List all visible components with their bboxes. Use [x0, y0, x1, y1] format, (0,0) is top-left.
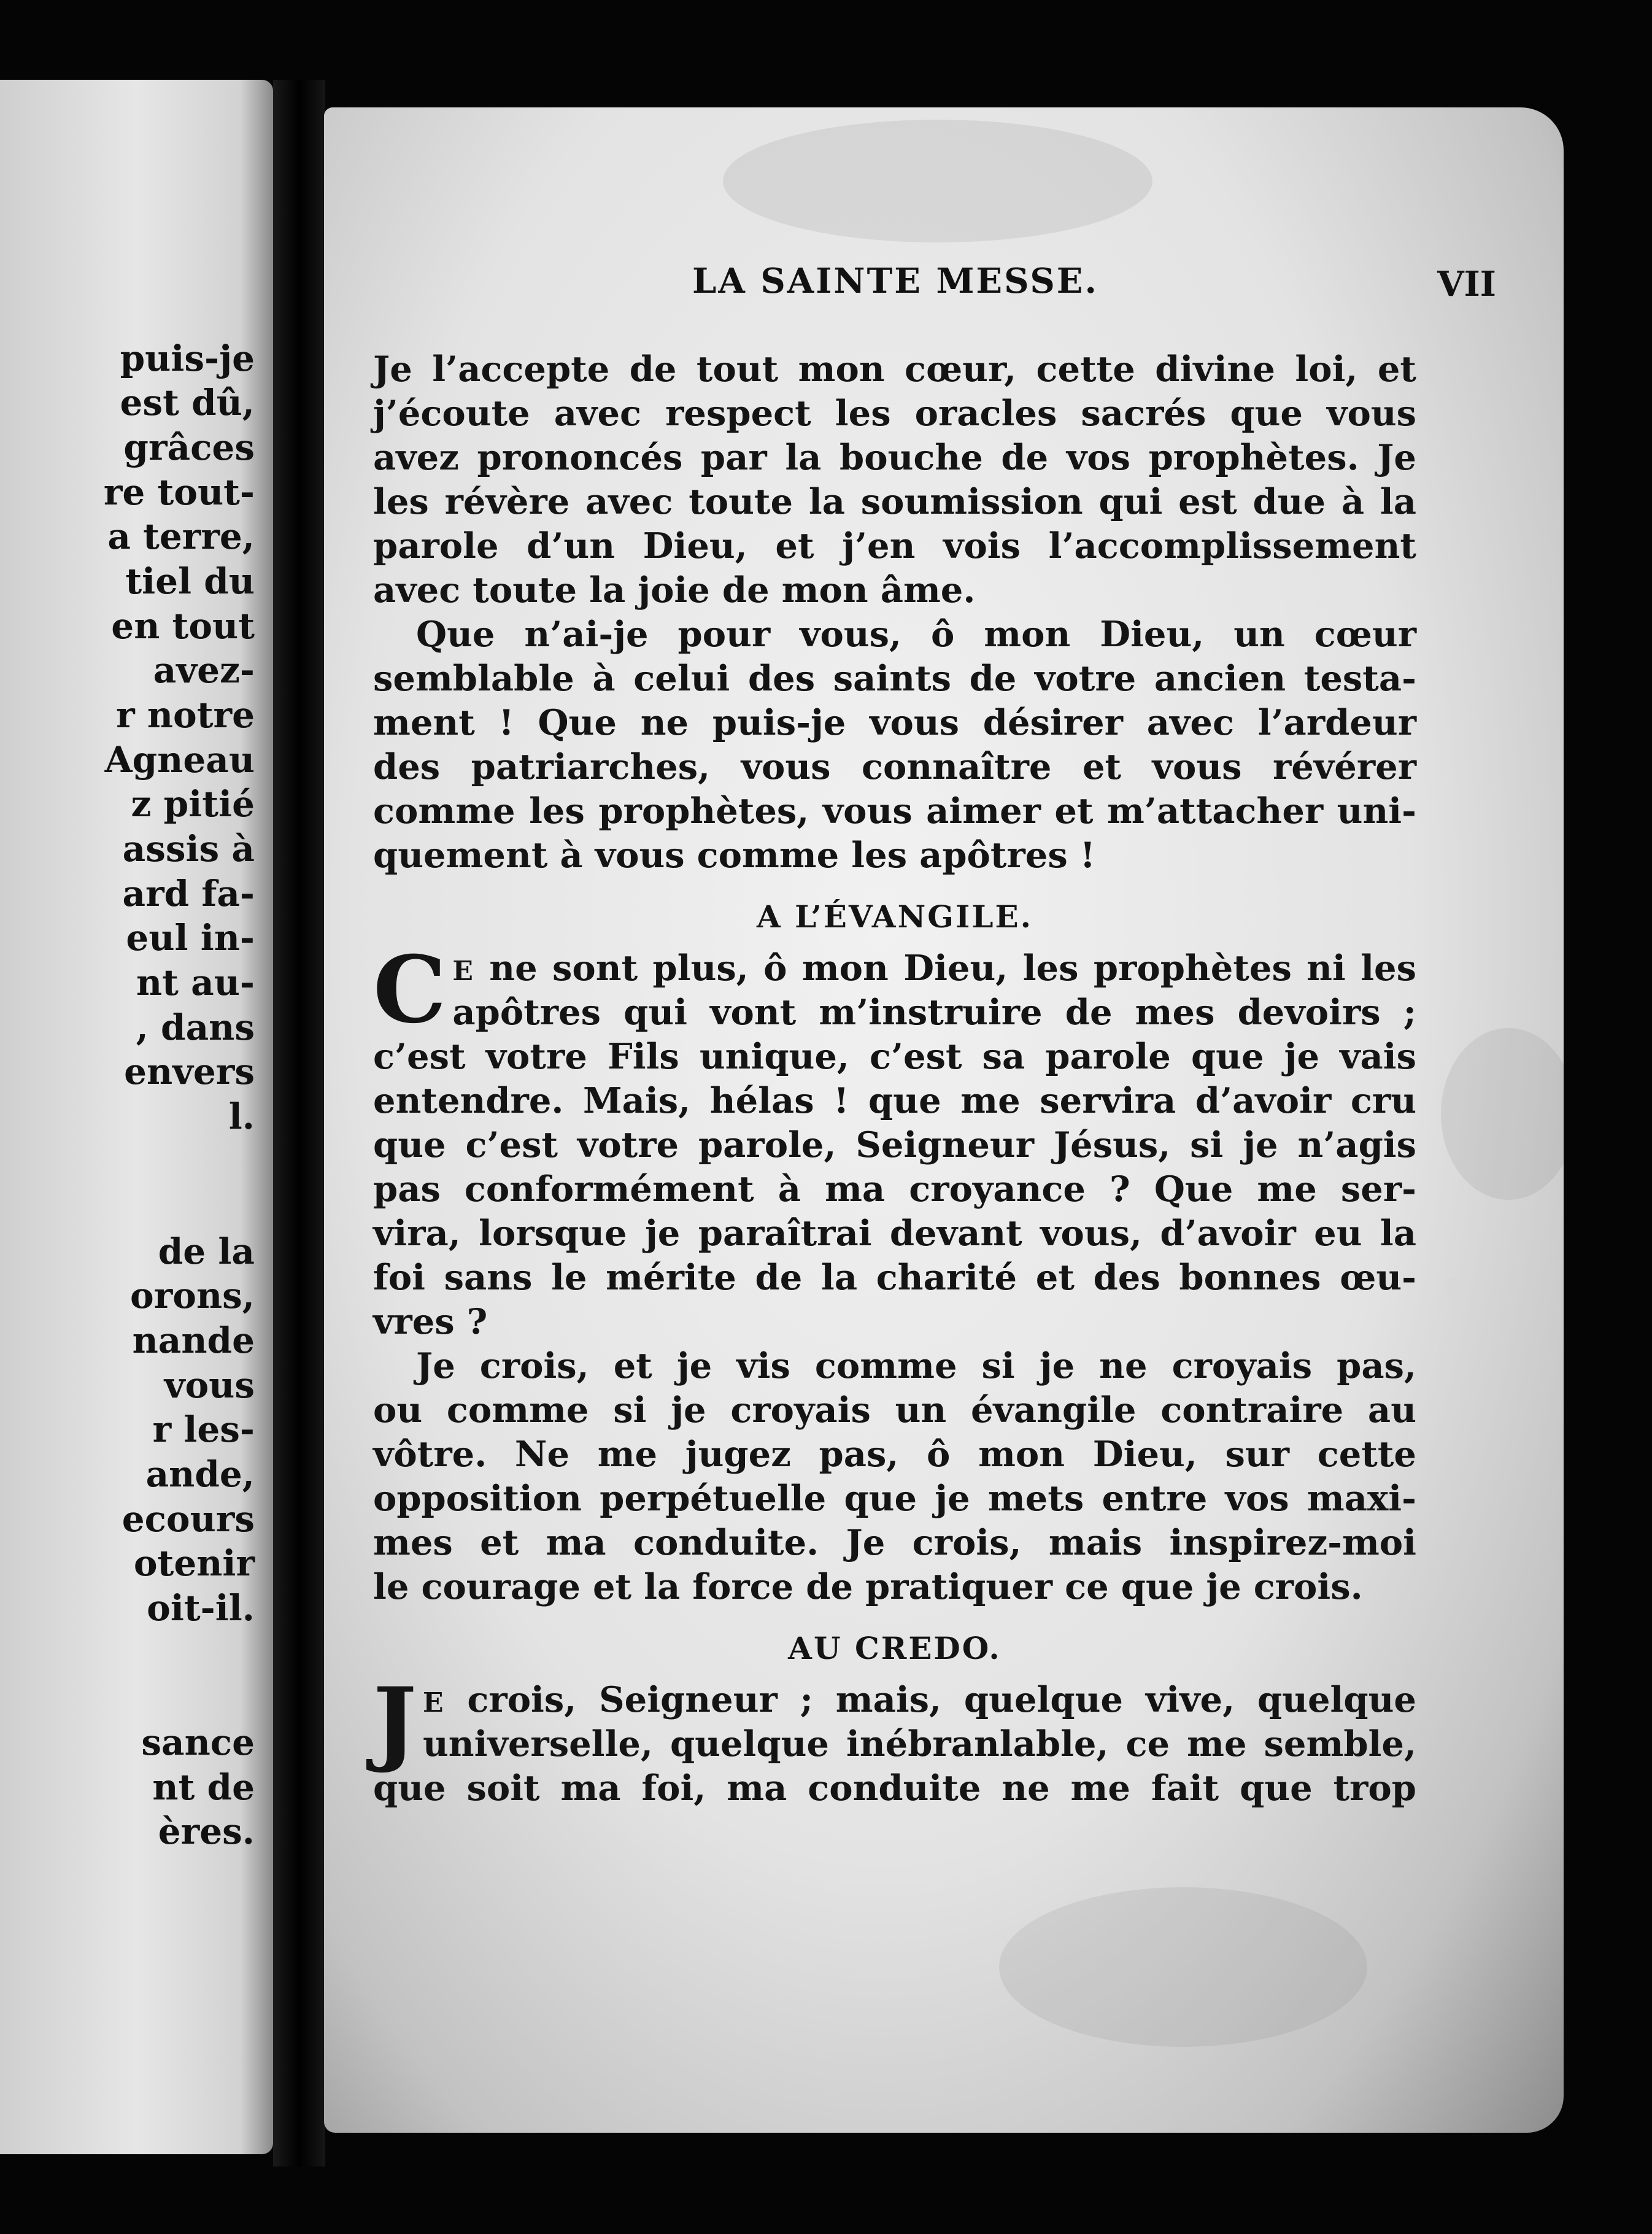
text-line: foi sans le mérite de la charité et des bonnes œu-: [373, 1256, 1416, 1298]
left-line: nande: [132, 1320, 255, 1361]
text-line: vôtre. Ne me jugez pas, ô mon Dieu, sur cette: [373, 1433, 1416, 1475]
text-line: vira, lorsque je paraîtrai devant vous, d’avoir eu la: [373, 1212, 1416, 1254]
text-line: Je crois, et je vis comme si je ne croyais pas,: [416, 1345, 1416, 1386]
left-line: Agneau: [104, 739, 255, 781]
left-line: a terre,: [107, 516, 255, 557]
text-line: entendre. Mais, hélas ! que me servira d’avoir cru: [373, 1080, 1416, 1121]
left-line: oit-il.: [147, 1587, 255, 1629]
left-line: en tout: [111, 605, 255, 647]
text-line: j’écoute avec respect les oracles sacrés que vous: [373, 392, 1416, 434]
left-line: ande,: [145, 1453, 255, 1495]
text-line: vres ?: [373, 1301, 488, 1342]
left-line: ères.: [158, 1811, 255, 1852]
small-caps: E: [422, 1687, 445, 1718]
left-line: otenir: [133, 1542, 255, 1584]
text-line: apôtres qui vont m’instruire de mes devoirs ;: [452, 991, 1416, 1033]
text-line: pas conformément à ma croyance ? Que me ser-: [373, 1168, 1416, 1210]
left-line: , dans: [136, 1007, 255, 1048]
left-line: ecours: [122, 1498, 255, 1540]
left-line: eul in-: [126, 917, 255, 959]
text-line: [373, 1677, 1416, 1722]
text-line: [373, 946, 1416, 990]
text-line: quement à vous comme les apôtres !: [373, 834, 1095, 876]
text-line: avez prononcés par la bouche de vos prophètes. Je: [373, 436, 1416, 478]
paper-stain: [723, 120, 1152, 242]
text-line: comme les prophètes, vous aimer et m’attacher uni-: [373, 790, 1416, 832]
paper-speck: [1438, 1347, 1449, 1358]
text-line: Je l’accepte de tout mon cœur, cette divine loi, et: [373, 348, 1416, 390]
left-line: re tout-: [103, 471, 255, 513]
left-line: est dû,: [120, 382, 255, 423]
paper-speck: [1442, 1274, 1469, 1305]
text-line: Que n’ai-je pour vous, ô mon Dieu, un cœur: [416, 613, 1416, 655]
text-line: c’est votre Fils unique, c’est sa parole que je vais: [373, 1035, 1416, 1077]
running-head: LA SAINTE MESSE.: [692, 261, 1098, 301]
text-line: les révère avec toute la soumission qui est due à la: [373, 481, 1416, 522]
text-line: universelle, quelque inébranlable, ce me semble,: [422, 1723, 1416, 1764]
page-body: [373, 347, 1416, 1810]
left-line: l.: [228, 1096, 255, 1137]
text-line: que soit ma foi, ma conduite ne me fait que trop: [373, 1767, 1416, 1809]
text-line: parole d’un Dieu, et j’en vois l’accomplissement: [373, 525, 1416, 566]
left-line: nt au-: [136, 962, 255, 1003]
text-line: avec toute la joie de mon âme.: [373, 569, 976, 611]
small-caps: E: [452, 956, 474, 987]
drop-cap: C: [373, 936, 447, 1044]
text-line: des patriarches, vous connaître et vous révérer: [373, 746, 1416, 787]
left-line: assis à: [122, 828, 255, 870]
left-line: tiel du: [125, 560, 255, 602]
text-line: ou comme si je croyais un évangile contraire au: [373, 1389, 1416, 1431]
section-heading-evangile: A L’ÉVANGILE.: [756, 899, 1033, 935]
text-line: mes et ma conduite. Je crois, mais inspirez-moi: [373, 1521, 1416, 1563]
previous-page-fragment: [0, 80, 273, 2154]
left-line: ard fa-: [122, 873, 255, 914]
drop-cap: J: [373, 1668, 417, 1776]
text-line: opposition perpétuelle que je mets entre vos maxi-: [373, 1477, 1416, 1519]
text-line: semblable à celui des saints de votre ancien testa-: [373, 657, 1416, 699]
text-line: ment ! Que ne puis-je vous désirer avec l’ardeur: [373, 702, 1416, 743]
text-line: que c’est votre parole, Seigneur Jésus, si je n’agis: [373, 1124, 1416, 1165]
left-line: r notre: [116, 694, 255, 736]
section-heading-credo: AU CREDO.: [788, 1630, 1002, 1666]
text-fragment: ne sont plus, ô mon Dieu, les prophètes ni les: [474, 947, 1416, 989]
text-line: le courage et la force de pratiquer ce que je crois.: [373, 1566, 1363, 1607]
left-line: vous: [164, 1364, 255, 1406]
left-line: nt de: [152, 1766, 255, 1808]
left-line: avez-: [153, 649, 255, 691]
left-line: de la: [158, 1231, 255, 1272]
left-line: orons,: [130, 1275, 255, 1316]
book-page: [324, 107, 1564, 2133]
text-fragment: crois, Seigneur ; mais, quelque vive, quelque: [444, 1679, 1416, 1720]
paper-stain: [999, 1887, 1367, 2047]
page-number: VII: [1437, 264, 1496, 304]
paper-stain: [1441, 1028, 1564, 1200]
left-line: grâces: [123, 427, 255, 468]
left-line: puis-je: [120, 338, 255, 379]
left-line: sance: [141, 1722, 255, 1763]
left-line: envers: [124, 1051, 255, 1092]
left-line: z pitié: [131, 783, 255, 825]
left-line: r les-: [152, 1409, 255, 1450]
book-gutter: [273, 80, 325, 2166]
